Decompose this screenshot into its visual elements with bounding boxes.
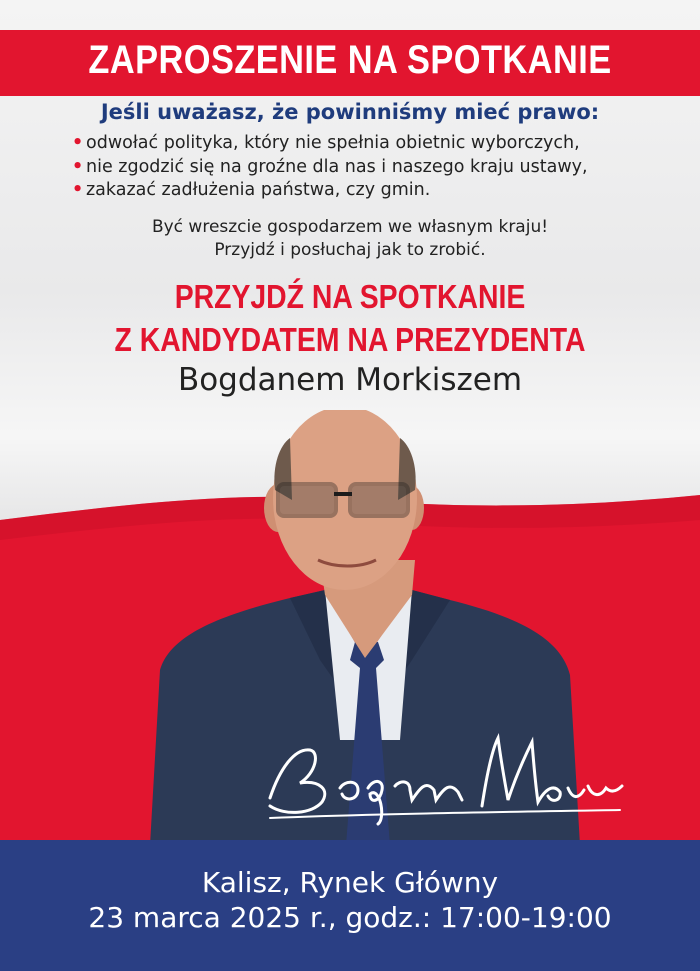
signature-image [250,728,630,828]
list-item: • zakazać zadłużenia państwa, czy gmin. [72,179,588,203]
bullet-icon: • [72,133,84,153]
slogan [0,216,700,262]
question-heading: Jeśli uważasz, że powinniśmy mieć prawo: [100,100,600,124]
candidate-name: Bogdanem Morkiszem [177,362,523,398]
call-to-action [49,275,651,361]
cta-line-1: PRZYJDŹ NA SPOTKANIE [174,278,526,315]
bullet-icon: • [72,156,84,177]
list-item: • nie zgodzić się na groźne dla nas i naszego kraju ustawy, [72,156,588,180]
rights-list [72,132,588,203]
slogan-line-2: Przyjdź i posłuchaj jak to zrobić. [214,240,486,260]
event-location: Kalisz, Rynek Główny [201,866,499,899]
list-item: • odwołać polityka, który nie spełnia obietnic wyborczych, [72,132,588,156]
cta-line-2: Z KANDYDATEM NA PREZYDENTA [114,321,586,358]
event-datetime: 23 marca 2025 r., godz.: 17:00-19:00 [88,901,612,934]
bullet-icon: • [72,180,84,200]
slogan-line-1: Być wreszcie gospodarzem we własnym kraju! [151,217,549,237]
poster-title: ZAPROSZENIE NA SPOTKANIE [88,38,612,82]
